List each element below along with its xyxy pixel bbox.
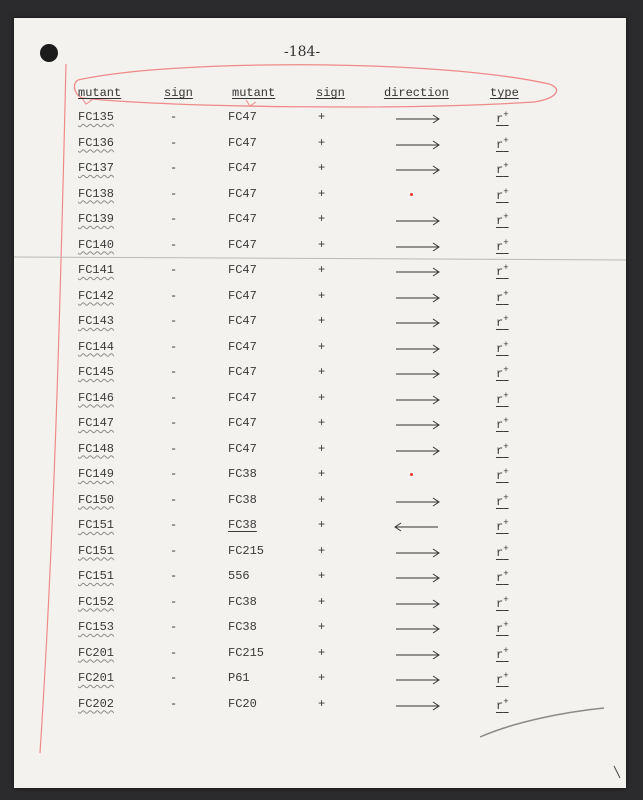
table-row — [14, 442, 626, 462]
right-arrow-icon — [392, 650, 442, 660]
mutant-2-cell: FC38 — [228, 467, 257, 481]
type-superscript: + — [503, 441, 509, 452]
right-arrow-icon — [392, 701, 442, 711]
type-value: r — [496, 520, 504, 534]
table-row — [14, 365, 626, 385]
type-superscript: + — [503, 696, 509, 707]
red-mark-2 — [246, 100, 256, 106]
right-arrow-icon — [392, 165, 442, 175]
left-arrow-icon — [392, 522, 442, 532]
sign-1-cell: - — [170, 518, 178, 532]
mutant-2-cell: FC47 — [228, 390, 257, 405]
type-superscript: + — [503, 492, 509, 503]
type-cell — [496, 493, 509, 509]
right-arrow-icon — [392, 114, 442, 124]
table-row — [14, 212, 626, 232]
table-row — [14, 493, 626, 513]
type-cell — [496, 442, 509, 458]
sign-1-cell: - — [170, 186, 178, 201]
type-cell — [496, 518, 509, 534]
sign-1-cell: - — [170, 620, 178, 634]
sign-2-cell: + — [318, 569, 326, 583]
sign-2-cell: + — [318, 161, 326, 175]
type-superscript: + — [503, 339, 509, 350]
sign-2-cell: + — [318, 441, 326, 456]
table-row — [14, 595, 626, 615]
type-cell — [496, 671, 509, 687]
type-cell — [496, 238, 509, 254]
type-value: r — [496, 392, 504, 407]
type-superscript: + — [503, 518, 509, 528]
type-superscript: + — [503, 671, 509, 681]
mutant-2-cell: P61 — [228, 671, 250, 685]
table-row — [14, 136, 626, 156]
type-superscript: + — [503, 416, 509, 426]
sign-2-cell: + — [318, 467, 326, 481]
type-superscript: + — [503, 645, 509, 656]
right-arrow-icon — [392, 395, 442, 405]
mutant-2-cell: FC47 — [228, 441, 257, 456]
sign-2-cell: + — [318, 594, 326, 609]
mutant-1-cell: FC201 — [78, 671, 115, 685]
mutant-2-cell: FC47 — [228, 288, 257, 303]
mutant-1-cell: FC142 — [78, 288, 115, 303]
right-arrow-icon — [392, 344, 442, 354]
type-value: r — [496, 341, 504, 356]
type-cell — [496, 212, 509, 228]
table-row — [14, 289, 626, 309]
table-row — [14, 238, 626, 258]
sign-1-cell: - — [170, 441, 178, 456]
mutant-1-cell: FC202 — [78, 696, 115, 711]
type-value: r — [496, 698, 504, 713]
table-row — [14, 697, 626, 717]
mutant-1-cell: FC136 — [78, 135, 115, 150]
sign-2-cell: + — [318, 263, 326, 277]
type-superscript: + — [503, 594, 509, 605]
type-value: r — [496, 137, 504, 152]
type-value: r — [496, 545, 504, 560]
right-arrow-icon — [392, 548, 442, 558]
type-value: r — [496, 596, 504, 611]
sign-2-cell: + — [318, 339, 326, 354]
mutant-1-cell: FC149 — [78, 467, 115, 481]
mutant-1-cell: FC147 — [78, 416, 115, 430]
type-value: r — [496, 469, 504, 483]
type-value: r — [496, 316, 504, 330]
right-arrow-icon — [392, 369, 442, 379]
type-value: r — [496, 239, 504, 254]
mutant-1-cell: FC144 — [78, 339, 115, 354]
type-value: r — [496, 647, 504, 662]
sign-1-cell: - — [170, 263, 178, 277]
type-superscript: + — [503, 110, 509, 120]
sign-1-cell: - — [170, 416, 178, 430]
type-superscript: + — [503, 237, 509, 248]
header-mutant-2: mutant — [232, 86, 276, 100]
type-superscript: + — [503, 314, 509, 324]
sign-1-cell: - — [170, 365, 178, 379]
type-cell — [496, 161, 509, 177]
type-cell — [496, 697, 509, 713]
mutant-2-cell: FC47 — [228, 161, 257, 175]
table-row — [14, 544, 626, 564]
type-value: r — [496, 494, 504, 509]
mutant-2-cell: FC47 — [228, 314, 257, 328]
document-page — [14, 18, 626, 788]
mutant-1-cell: FC151 — [78, 518, 115, 532]
mutant-1-cell: FC143 — [78, 314, 115, 328]
type-value: r — [496, 214, 504, 228]
sign-1-cell: - — [170, 543, 178, 558]
type-superscript: + — [503, 288, 509, 299]
mutant-2-cell: FC47 — [228, 237, 257, 252]
sign-2-cell: + — [318, 696, 326, 711]
type-value: r — [496, 571, 504, 585]
right-arrow-icon — [392, 497, 442, 507]
mutant-1-cell: FC139 — [78, 212, 115, 226]
type-cell — [496, 187, 509, 203]
type-superscript: + — [503, 186, 509, 197]
sign-2-cell: + — [318, 110, 326, 124]
mutant-2-cell: FC38 — [228, 594, 257, 609]
mutant-2-cell: FC47 — [228, 212, 257, 226]
right-arrow-icon — [392, 293, 442, 303]
mutant-2-cell: FC47 — [228, 339, 257, 354]
mutant-2-cell: 556 — [228, 569, 250, 583]
type-superscript: + — [503, 365, 509, 375]
type-cell — [496, 569, 509, 585]
table-row — [14, 569, 626, 589]
type-superscript: + — [503, 620, 509, 630]
type-cell — [496, 136, 509, 152]
header-sign-1: sign — [164, 86, 193, 100]
table-row — [14, 110, 626, 130]
type-value: r — [496, 443, 504, 458]
mutant-2-cell: FC47 — [228, 135, 257, 150]
mutant-2-cell: FC38 — [228, 620, 257, 634]
type-superscript: + — [503, 467, 509, 477]
sign-2-cell: + — [318, 135, 326, 150]
red-dot-mark — [410, 473, 413, 476]
mutant-2-cell: FC38 — [228, 492, 257, 507]
sign-2-cell: + — [318, 237, 326, 252]
type-value: r — [496, 622, 504, 636]
sign-2-cell: + — [318, 314, 326, 328]
mutant-2-cell: FC38 — [228, 518, 257, 532]
type-cell — [496, 646, 509, 662]
table-row — [14, 646, 626, 666]
sign-2-cell: + — [318, 416, 326, 430]
type-cell — [496, 467, 509, 483]
mutant-1-cell: FC201 — [78, 645, 115, 660]
red-dot-mark — [410, 193, 413, 196]
type-cell — [496, 620, 509, 636]
sign-1-cell: - — [170, 492, 178, 507]
right-arrow-icon — [392, 140, 442, 150]
mutant-1-cell: FC145 — [78, 365, 115, 379]
mutant-1-cell: FC135 — [78, 110, 115, 124]
table-row — [14, 340, 626, 360]
table-row — [14, 416, 626, 436]
right-arrow-icon — [392, 446, 442, 456]
type-cell — [496, 391, 509, 407]
type-cell — [496, 314, 509, 330]
table-row — [14, 391, 626, 411]
table-row — [14, 518, 626, 538]
sign-1-cell: - — [170, 135, 178, 150]
type-cell — [496, 416, 509, 432]
sign-2-cell: + — [318, 365, 326, 379]
type-cell — [496, 263, 509, 279]
sign-1-cell: - — [170, 645, 178, 660]
right-arrow-icon — [392, 318, 442, 328]
sign-2-cell: + — [318, 492, 326, 507]
type-superscript: + — [503, 543, 509, 554]
sign-2-cell: + — [318, 186, 326, 201]
type-cell — [496, 340, 509, 356]
type-superscript: + — [503, 569, 509, 579]
sign-2-cell: + — [318, 671, 326, 685]
type-superscript: + — [503, 161, 509, 171]
mutant-1-cell: FC141 — [78, 263, 115, 277]
mutant-2-cell: FC215 — [228, 645, 265, 660]
type-cell — [496, 544, 509, 560]
sign-1-cell: - — [170, 237, 178, 252]
type-superscript: + — [503, 135, 509, 146]
mutant-2-cell: FC215 — [228, 543, 265, 558]
type-value: r — [496, 265, 504, 279]
type-cell — [496, 595, 509, 611]
sign-1-cell: - — [170, 288, 178, 303]
sign-1-cell: - — [170, 696, 178, 711]
mutant-2-cell: FC20 — [228, 696, 257, 711]
sign-1-cell: - — [170, 594, 178, 609]
right-arrow-icon — [392, 624, 442, 634]
type-value: r — [496, 673, 504, 687]
sign-1-cell: - — [170, 161, 178, 175]
mutant-2-cell: FC47 — [228, 110, 257, 124]
type-superscript: + — [503, 263, 509, 273]
sign-2-cell: + — [318, 288, 326, 303]
mutant-1-cell: FC153 — [78, 620, 115, 634]
type-cell — [496, 289, 509, 305]
mutant-1-cell: FC138 — [78, 186, 115, 201]
mutant-1-cell: FC140 — [78, 237, 115, 252]
type-value: r — [496, 188, 504, 203]
type-superscript: + — [503, 390, 509, 401]
table-row — [14, 314, 626, 334]
right-arrow-icon — [392, 675, 442, 685]
right-arrow-icon — [392, 242, 442, 252]
right-arrow-icon — [392, 420, 442, 430]
mutant-1-cell: FC146 — [78, 390, 115, 405]
table-row — [14, 187, 626, 207]
sign-1-cell: - — [170, 390, 178, 405]
mutant-1-cell: FC151 — [78, 569, 115, 583]
sign-2-cell: + — [318, 543, 326, 558]
type-value: r — [496, 290, 504, 305]
mutant-2-cell: FC47 — [228, 263, 257, 277]
mutant-1-cell: FC137 — [78, 161, 115, 175]
sign-2-cell: + — [318, 620, 326, 634]
table-row — [14, 161, 626, 181]
mutant-1-cell: FC150 — [78, 492, 115, 507]
sign-1-cell: - — [170, 339, 178, 354]
mutant-1-cell: FC152 — [78, 594, 115, 609]
right-arrow-icon — [392, 216, 442, 226]
table-row — [14, 467, 626, 487]
sign-2-cell: + — [318, 518, 326, 532]
mutant-2-cell: FC47 — [228, 416, 257, 430]
type-value: r — [496, 367, 504, 381]
type-cell — [496, 110, 509, 126]
sign-1-cell: - — [170, 467, 178, 481]
mutant-1-cell: FC151 — [78, 543, 115, 558]
sign-1-cell: - — [170, 314, 178, 328]
table-row — [14, 671, 626, 691]
corner-tick — [614, 766, 620, 778]
sign-1-cell: - — [170, 569, 178, 583]
table-row — [14, 263, 626, 283]
type-cell — [496, 365, 509, 381]
mutant-2-cell: FC47 — [228, 186, 257, 201]
type-superscript: + — [503, 212, 509, 222]
sign-1-cell: - — [170, 671, 178, 685]
right-arrow-icon — [392, 573, 442, 583]
mutant-2-cell: FC47 — [228, 365, 257, 379]
mutant-1-cell: FC148 — [78, 441, 115, 456]
type-value: r — [496, 418, 504, 432]
right-arrow-icon — [392, 599, 442, 609]
sign-2-cell: + — [318, 390, 326, 405]
type-value: r — [496, 163, 504, 177]
sign-2-cell: + — [318, 645, 326, 660]
header-type: type — [490, 86, 519, 100]
right-arrow-icon — [392, 267, 442, 277]
table-row — [14, 620, 626, 640]
sign-1-cell: - — [170, 212, 178, 226]
type-value: r — [496, 112, 504, 126]
page-number: -184- — [284, 44, 321, 60]
header-mutant-1: mutant — [78, 86, 122, 100]
header-direction: direction — [384, 86, 449, 100]
header-sign-2: sign — [316, 86, 345, 100]
sign-2-cell: + — [318, 212, 326, 226]
sign-1-cell: - — [170, 110, 178, 124]
